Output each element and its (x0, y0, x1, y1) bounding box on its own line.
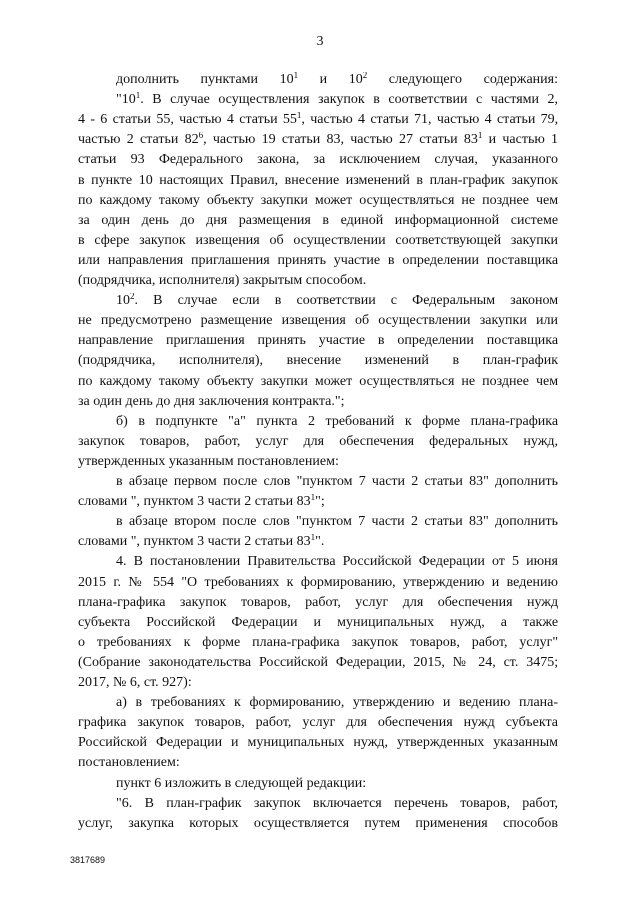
text-line: в абзаце втором после слов "пунктом 7 части 2 статьи 83" дополнить (116, 514, 558, 530)
text-line: 4 - 6 статьи 55, частью 4 статьи $55^1$, частью 4 статьи 71, частью 4 статьи 79, (78, 112, 558, 128)
text-line: а) в требованиях к формированию, утверждению и ведению плана- (116, 695, 558, 711)
text-line: направление приглашения принять участие в определении поставщика (78, 333, 558, 349)
text-line: б) в подпункте "а" пункта 2 требований к форме плана-графика (116, 413, 558, 429)
text-line: за один день до дня заключения контракта."; (78, 393, 345, 409)
text-line: словами ", пунктом 3 части 2 статьи $83^1$"; (78, 494, 325, 510)
text-line: пункт 6 изложить в следующей редакции: (116, 775, 367, 791)
page-number: 3 (316, 34, 324, 49)
text-line: дополнить пунктами $10^1$ и $10^2$ следующего содержания: (116, 72, 558, 87)
text-line: или направления приглашения принять участие в определении поставщика (78, 252, 558, 268)
text-line: статьи 93 Федерального закона, за исключением случая, указанного (78, 152, 558, 168)
text-line: (подрядчика, исполнителя), внесение изменений в план-график (78, 353, 558, 369)
document-id: 3817689 (70, 855, 106, 865)
text-line: графика закупок товаров, работ, услуг для обеспечения нужд субъекта (78, 715, 558, 731)
text-line: словами ", пунктом 3 части 2 статьи $83^1$". (78, 534, 325, 550)
text-line: частью 2 статьи $82^6$, частью 19 статьи 83, частью 27 статьи $83^1$ и частью 1 (78, 132, 558, 148)
text-line: "6. В план-график закупок включается перечень товаров, работ, (116, 795, 558, 811)
text-line: за один день до дня размещения в единой информационной системе (78, 212, 558, 228)
text-line: 2017, № 6, ст. 927): (78, 675, 192, 690)
text-line: плана-графика закупок товаров, работ, услуг для обеспечения нужд (78, 594, 558, 610)
text-line: закупок товаров, работ, услуг для обеспечения федеральных нужд, (78, 433, 558, 449)
text-line: о требованиях к форме плана-графика закупок товаров, работ, услуг" (78, 634, 558, 650)
text-line: по каждому такому объекту закупки может осуществляться не позднее чем (78, 373, 558, 389)
text-line: 4. В постановлении Правительства Российской Федерации от 5 июня (116, 554, 558, 570)
text-line: постановлением: (78, 755, 180, 771)
text-line: в абзаце первом после слов "пунктом 7 части 2 статьи 83" дополнить (116, 474, 558, 489)
text-line: в сфере закупок извещения об осуществлении соответствующей закупки (78, 232, 558, 248)
text-line: (Собрание законодательства Российской Федерации, 2015, № 24, ст. 3475; (78, 654, 558, 670)
text-line: субъекта Российской Федерации и муниципальных нужд, а также (78, 614, 558, 630)
text-line: услуг, закупка которых осуществляется путем применения способов (78, 815, 558, 831)
text-line: в пункте 10 настоящих Правил, внесение изменений в план-график закупок (78, 172, 558, 188)
text-line: Российской Федерации и муниципальных нужд, утвержденных указанным (78, 735, 558, 751)
text-line: утвержденных указанным постановлением: (78, 453, 339, 469)
text-line: по каждому такому объекту закупки может осуществляться не позднее чем (78, 192, 558, 208)
text-line: "$10^1$. В случае осуществления закупок в соответствии с частями 2, (116, 92, 558, 108)
text-line: не предусмотрено размещение извещения об осуществлении закупки или (78, 313, 558, 329)
text-line: $10^2$. В случае если в соответствии с Федеральным законом (116, 293, 558, 309)
text-line: (подрядчика, исполнителя) закрытым способом. (78, 273, 367, 288)
text-line: 2015 г. № 554 "О требованиях к формированию, утверждению и ведению (78, 574, 558, 590)
